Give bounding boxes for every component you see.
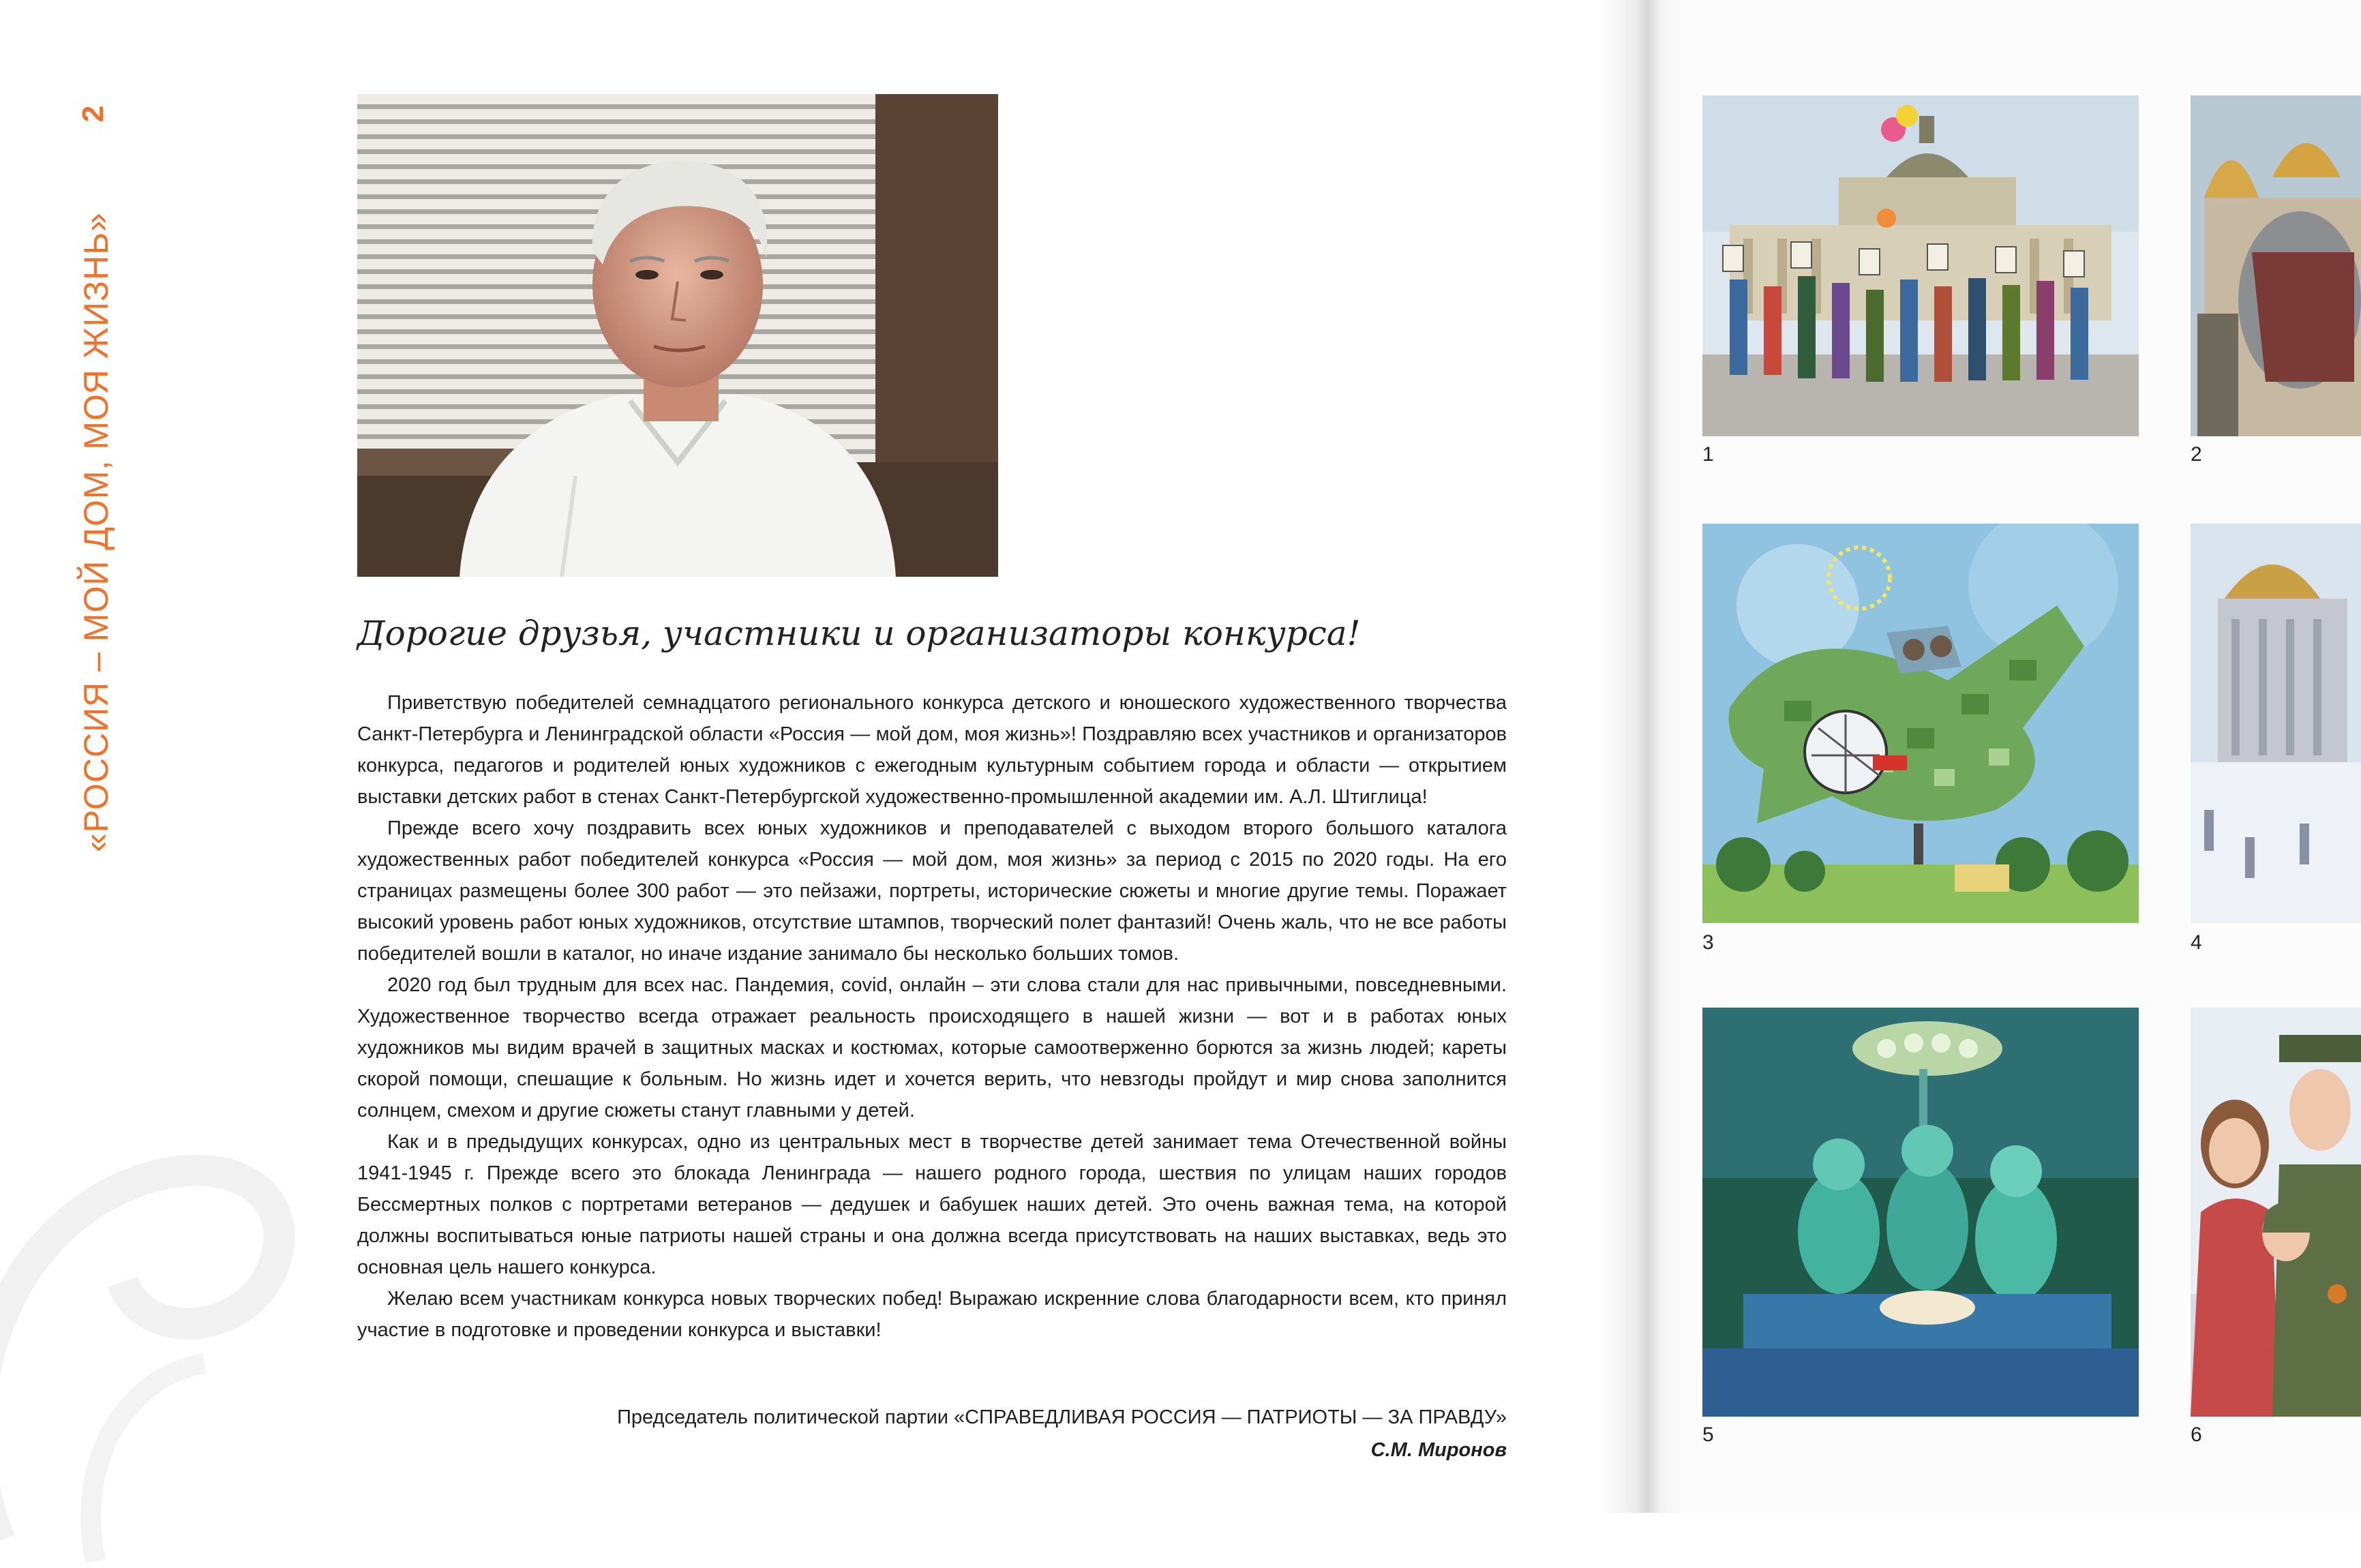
signature-block xyxy=(477,1401,1507,1466)
artwork-6-number: 6 xyxy=(2191,1423,2202,1446)
letter-paragraph: Прежде всего хочу поздравить всех юных художников и преподавателей с выходом второго большого каталога художественных работ победителей конкурса «Россия — мой дом, моя жизнь» за период с 2015 по 2020 годы. На его страницах размещены более 300 работ — это пейзажи, портреты, исторические сюжеты и многие другие темы. Поражает высокий уровень работ юных художников, отсутствие штампов, творческий полет фантазий! Очень жаль, что не все работы победителей вошли в каталог, но иначе издание занимало бы несколько больших томов. xyxy=(357,817,1507,965)
portrait-photo xyxy=(357,94,998,577)
vertical-section-title: «РОССИЯ – МОЙ ДОМ, МОЯ ЖИЗНЬ» xyxy=(77,212,115,852)
artwork-3-number: 3 xyxy=(1702,931,1714,954)
artwork-5 xyxy=(1702,1008,2139,1417)
book-gutter xyxy=(1599,0,1681,1513)
letter-paragraph: Как и в предыдущих конкурсах, одно из центральных мест в творчестве детей занимает тема Отечественной войны 1941-1945 г. Прежде всего это блокада Ленинграда — нашего родного города, шествия по улицам наших городов Бессмертных полков с портретами ветеранов — дедушек и бабушек наших детей. Это очень важная тема, на которой должны воспитываться юные патриоты нашей страны и она должна всегда присутствовать на наших выставках, ведь это основная цель нашего конкурса. xyxy=(357,1131,1507,1278)
artwork-3 xyxy=(1702,524,2139,923)
artwork-2-number: 2 xyxy=(2191,443,2202,466)
signature-position: Председатель политической партии «СПРАВЕДЛИВАЯ РОССИЯ — ПАТРИОТЫ — ЗА ПРАВДУ» xyxy=(617,1406,1507,1428)
artwork-1 xyxy=(1702,95,2139,436)
artwork-4-number: 4 xyxy=(2191,931,2202,954)
artwork-4 xyxy=(2191,524,2361,923)
letter-paragraph: 2020 год был трудным для всех нас. Пандемия, covid, онлайн – эти слова стали для нас привычными, повседневными. Художественное творчество всегда отражает реальность происходящего в нашей жизни — вот и в работах юных художников мы видим врачей в защитных масках и костюмах, которые самоотверженно борются за жизнь людей; кареты скорой помощи, спешащие к больным. Но жизнь идет и хочется верить, что невзгоды пройдут и мир снова заполнится солнцем, смехом и другие сюжеты станут главными у детей. xyxy=(357,974,1507,1121)
artwork-2 xyxy=(2191,95,2361,436)
artwork-1-number: 1 xyxy=(1702,443,1714,466)
greeting-heading: Дорогие друзья, участники и организаторы конкурса! xyxy=(357,614,1361,653)
artwork-6 xyxy=(2191,1008,2361,1417)
artwork-5-number: 5 xyxy=(1702,1423,1714,1446)
letter-paragraph: Желаю всем участникам конкурса новых творческих побед! Выражаю искренние слова благодарности всем, кто принял участие в подготовке и проведении конкурса и выставки! xyxy=(357,1288,1507,1341)
letter-paragraph: Приветствую победителей семнадцатого регионального конкурса детского и юношеского художественного творчества Санкт-Петербурга и Ленинградской области «Россия — мой дом, моя жизнь»! Поздравляю всех участников и организаторов конкурса, педагогов и родителей юных художников с ежегодным культурным событием города и области — открытием выставки детских работ в стенах Санкт-Петербургской художественно-промышленной академии им. А.Л. Штиглица! xyxy=(357,692,1507,808)
page-number: 2 xyxy=(76,105,110,123)
decorative-swirl xyxy=(0,1023,395,1568)
signature-name: С.М. Миронов xyxy=(1370,1439,1507,1461)
letter-body xyxy=(357,687,1507,1346)
